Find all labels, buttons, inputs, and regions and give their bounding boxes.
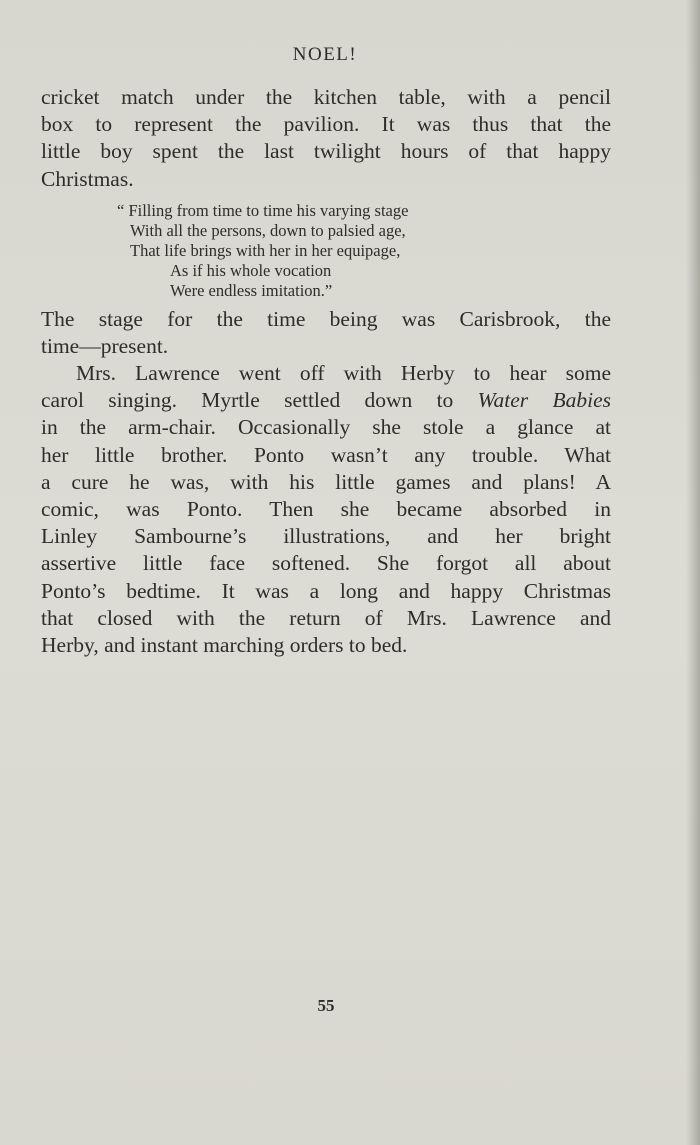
verse-line: That life brings with her in her equipage, bbox=[130, 241, 401, 260]
text-line: Herby, and instant marching orders to bed. bbox=[41, 633, 408, 658]
text-line: that closed with the return of Mrs. Lawrence and bbox=[41, 605, 611, 630]
page-edge-shadow bbox=[686, 0, 700, 1145]
paragraph-3 bbox=[41, 360, 611, 659]
text-line: time—present. bbox=[41, 334, 169, 359]
verse-line: “ Filling from time to time his varying stage bbox=[117, 201, 409, 220]
verse-line: With all the persons, down to palsied age, bbox=[130, 221, 406, 240]
text-line: Christmas. bbox=[41, 166, 134, 191]
text-line: a cure he was, with his little games and plans! A bbox=[41, 469, 611, 494]
text-segment: carol singing. Myrtle settled down to bbox=[41, 388, 478, 413]
verse-line: As if his whole vocation bbox=[170, 261, 332, 280]
text-line: Linley Sambourne’s illustrations, and her bright bbox=[41, 524, 611, 549]
running-header: NOEL! bbox=[292, 44, 358, 65]
text-line: Mrs. Lawrence went off with Herby to hear some bbox=[76, 361, 611, 385]
text-line: The stage for the time being was Carisbrook, the bbox=[41, 307, 611, 331]
paragraph-1 bbox=[41, 84, 611, 193]
text-line: in the arm-chair. Occasionally she stole a glance at bbox=[41, 415, 611, 440]
verse-line: Were endless imitation.” bbox=[170, 281, 333, 300]
text-line: box to represent the pavilion. It was thus that the bbox=[41, 112, 611, 137]
text-line: cricket match under the kitchen table, with a pencil bbox=[41, 85, 611, 109]
text-line: comic, was Ponto. Then she became absorbed in bbox=[41, 497, 611, 522]
text-line: assertive little face softened. She forgot all about bbox=[41, 551, 611, 576]
page-number: 55 bbox=[317, 996, 335, 1015]
verse-quotation bbox=[117, 201, 408, 301]
paragraph-2 bbox=[41, 306, 611, 360]
text-line bbox=[41, 387, 611, 414]
text-line: her little brother. Ponto wasn’t any trouble. What bbox=[41, 442, 611, 467]
book-title-italic: Water Babies bbox=[477, 388, 611, 413]
text-line: little boy spent the last twilight hours of that happy bbox=[41, 139, 611, 164]
text-line: Ponto’s bedtime. It was a long and happy Christmas bbox=[41, 578, 611, 603]
